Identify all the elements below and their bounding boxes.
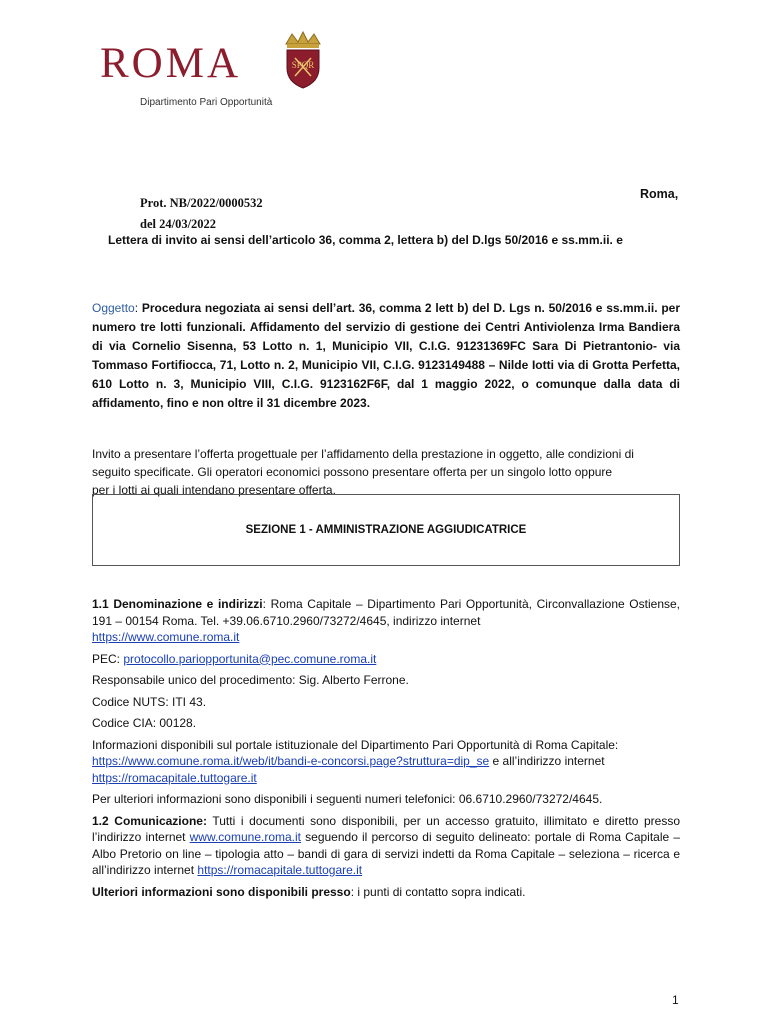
pec-paragraph	[92, 651, 680, 668]
invito-line-2: seguito specificate. Gli operatori economici possono presentare offerta per un singolo lotto oppure	[92, 465, 613, 479]
protocol-number: Prot. NB/2022/0000532	[140, 196, 263, 210]
cia-code: Codice CIA: 00128.	[92, 716, 197, 730]
page-number: 1	[672, 993, 679, 1007]
invito-line-1: Invito a presentare l’offerta progettuale per l’affidamento della prestazione in oggetto, alle condizioni di	[92, 447, 634, 461]
comunicazione-heading: 1.2 Comunicazione:	[92, 813, 207, 828]
section-1-content	[92, 596, 680, 905]
comune-roma-short-link[interactable]: www.comune.roma.it	[189, 830, 302, 844]
ulteriori-heading: Ulteriori informazioni sono disponibili presso	[92, 884, 351, 899]
oggetto-separator: :	[134, 301, 142, 315]
department-name: Dipartimento Pari Opportunità	[140, 97, 273, 108]
nuts-code: Codice NUTS: ITI 43.	[92, 694, 207, 709]
svg-text:SPQR: SPQR	[291, 60, 315, 70]
comunicazione-text-1: Tutti i documenti sono disponibili, per un accesso gratuito, illimitato e diretto presso l’indirizzo internet	[92, 813, 681, 844]
letter-title: Lettera di invito ai sensi dell’articolo 36, comma 2, lettera b) del D.lgs 50/2016 e ss.mm.ii. e	[108, 233, 623, 247]
info-mid: e all’indirizzo internet	[489, 754, 605, 768]
tuttogare-link[interactable]: https://romacapitale.tuttogare.it	[92, 770, 257, 785]
letter-place: Roma,	[640, 187, 679, 201]
comunicazione-text-2: seguendo il percorso di seguito delineato: portale di Roma Capitale – Albo Pretorio on line – tipologia atto – bandi di gara di servizi indetti da Roma Capitale – seleziona – ricerca e all’indirizzo internet	[92, 830, 680, 877]
pec-label: PEC:	[92, 651, 124, 666]
denominazione-text: : Roma Capitale – Dipartimento Pari Opportunità, Circonvallazione Ostiense, 191 – 00154 Roma. Tel. +39.06.6710.2960/73272/4645, indirizzo internet	[92, 597, 680, 628]
comunicazione-paragraph	[92, 813, 680, 879]
section-1-title: SEZIONE 1 - AMMINISTRAZIONE AGGIUDICATRICE	[245, 524, 527, 536]
info-line-1: Informazioni disponibili sul portale istituzionale del Dipartimento Pari Opportunità di Roma Capitale:	[92, 737, 619, 752]
phones-paragraph: Per ulteriori informazioni sono disponibili i seguenti numeri telefonici: 06.6710.2960/73272/4645.	[92, 792, 603, 806]
oggetto-label: Oggetto	[92, 301, 135, 315]
info-paragraph	[92, 737, 680, 787]
ulteriori-text: : i punti di contatto sopra indicati.	[350, 884, 526, 899]
pec-email-link[interactable]: protocollo.pariopportunita@pec.comune.roma.it	[123, 651, 377, 666]
roma-logo-text: ROMA	[100, 40, 242, 87]
roma-crest-icon	[278, 30, 328, 90]
tuttogare-link-2[interactable]: https://romacapitale.tuttogare.it	[197, 863, 363, 877]
section-1-box	[92, 494, 680, 566]
oggetto-paragraph	[92, 299, 680, 413]
protocol-block	[140, 193, 263, 235]
invito-line-3: per i lotti ai quali intendano presentare offerta.	[92, 483, 336, 497]
oggetto-text: Procedura negoziata ai sensi dell’art. 36, comma 2 lett b) del D. Lgs n. 50/2016 e ss.mm.ii. per numero tre lotti funzionali. Affidamento del servizio di gestione dei Centri Antiviolenza Irma Bandiera di via Cornelio Sisenna, 53 Lotto n. 1, Municipio VII, C.I.G. 91231369FC Sara Di Pietrantonio- via Tommaso Fortifiocca, 71, Lotto n. 2, Municipio VII, C.I.G. 9123149488 – Nilde Iotti via di Grotta Perfetta, 610 Lotto n. 3, Municipio VIII, C.I.G. 9123162F6F, dal 1 maggio 2022, o comunque dalla data di affidamento, fino e non oltre il 31 dicembre 2023.	[92, 301, 680, 410]
denominazione-paragraph	[92, 596, 680, 646]
denominazione-heading: 1.1 Denominazione e indirizzi	[92, 597, 263, 611]
bandi-concorsi-link[interactable]: https://www.comune.roma.it/web/it/bandi-e-concorsi.page?struttura=dip_se	[92, 754, 490, 768]
protocol-date: del 24/03/2022	[140, 217, 217, 231]
invito-paragraph	[92, 445, 684, 499]
comune-roma-link[interactable]: https://www.comune.roma.it	[92, 630, 240, 644]
ulteriori-paragraph	[92, 884, 680, 901]
responsabile-paragraph: Responsabile unico del procedimento: Sig. Alberto Ferrone.	[92, 673, 409, 687]
